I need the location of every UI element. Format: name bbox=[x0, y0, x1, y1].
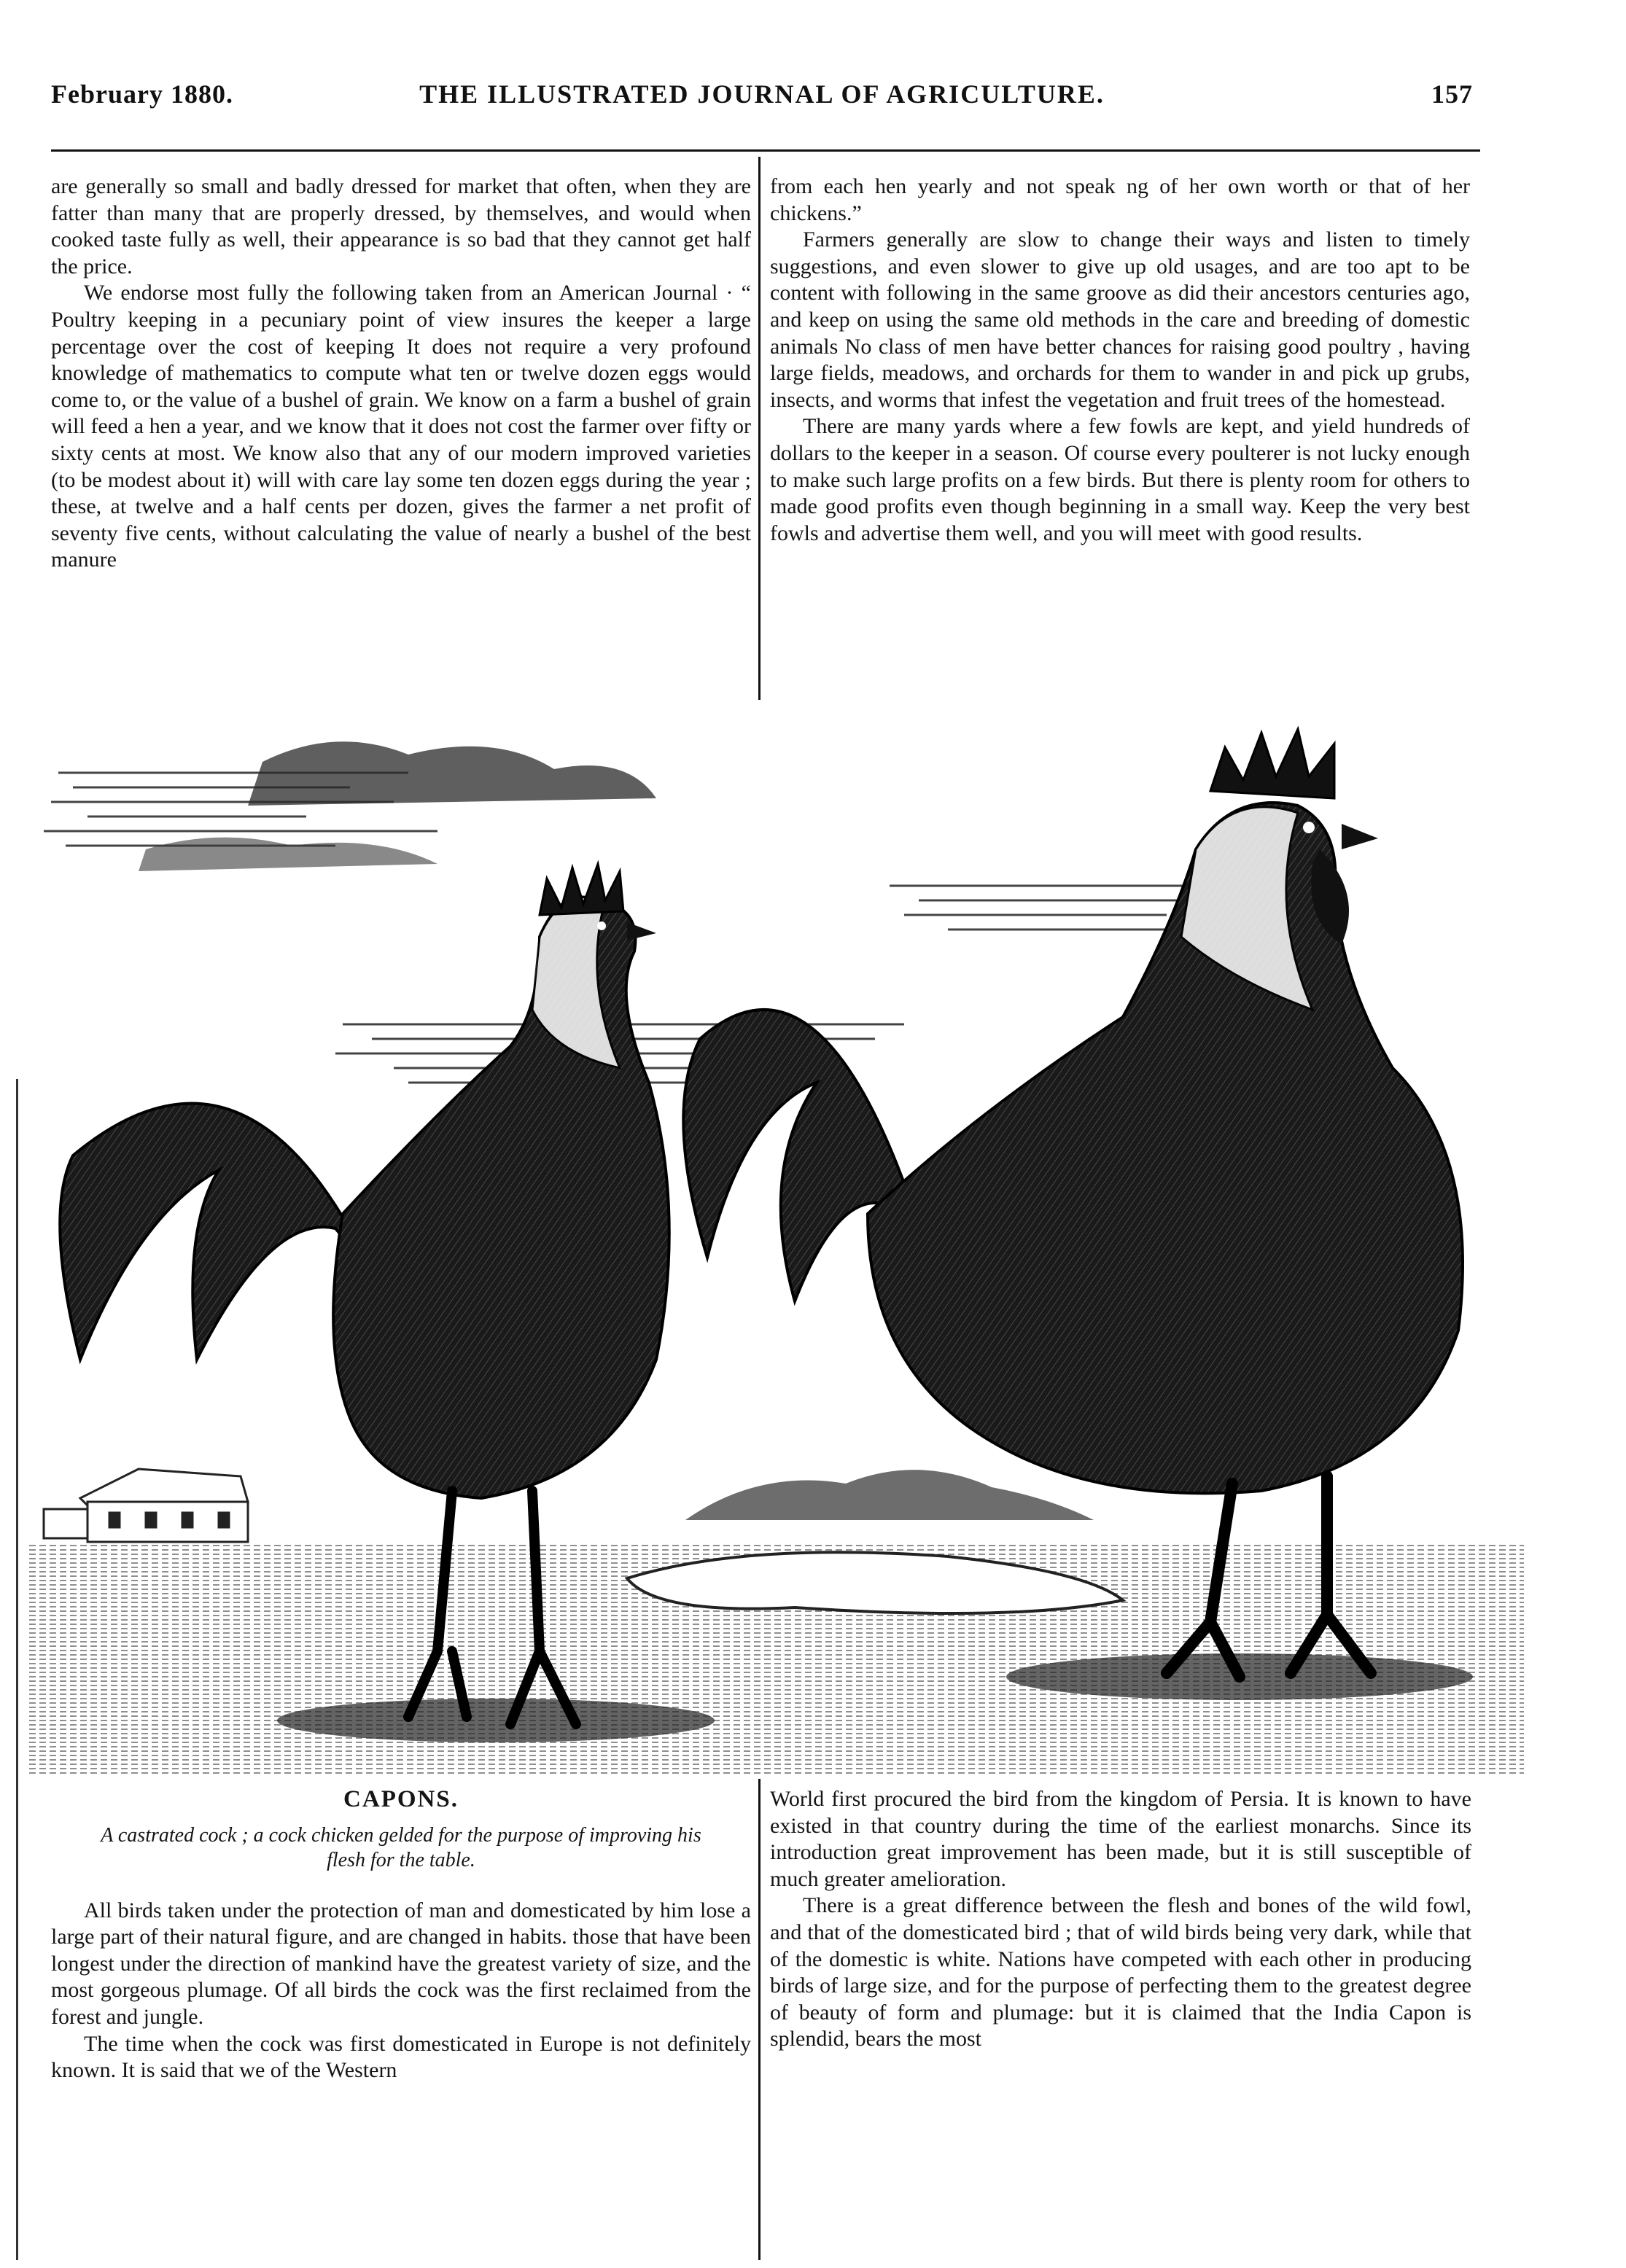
top-right-column bbox=[770, 174, 1470, 547]
cloud bbox=[139, 838, 437, 871]
article-right-column bbox=[770, 1786, 1471, 2053]
eye bbox=[1303, 822, 1315, 833]
header-rule bbox=[51, 149, 1480, 152]
article-subtitle: A castrated cock ; a cock chicken gelded for the purpose of improving his flesh for the table. bbox=[101, 1823, 701, 1871]
paragraph: World first procured the bird from the kingdom of Persia. It is known to have existed in that country during the time of the earliest monarchs. Since its introduction great improvement has been made, but it is still susceptible of much greater amelioration. bbox=[770, 1787, 1471, 1891]
right-capon bbox=[683, 729, 1463, 1677]
farmhouse bbox=[44, 1469, 248, 1542]
hills bbox=[685, 1470, 1094, 1520]
comb bbox=[540, 864, 623, 915]
page-number: 157 bbox=[1431, 79, 1473, 109]
beak bbox=[1342, 824, 1378, 849]
paragraph: The time when the cock was first domesticated in Europe is not definitely known. It is said that we of the Western bbox=[51, 2031, 751, 2083]
comb bbox=[1210, 729, 1334, 798]
paragraph: There is a great difference between the flesh and bones of the wild fowl, and that of the domesticated bird ; that of wild birds being very dark, while that of the domestic is white. Nations have competed with each other in producing birds of large size, and for the purpose of perfecting them to the greatest degree of beauty of form and plumage: but it is claimed that the India Capon is splendid, bears the most bbox=[770, 1893, 1471, 2051]
tail bbox=[60, 1104, 372, 1360]
running-header bbox=[51, 79, 1473, 122]
capons-engraving bbox=[29, 704, 1524, 1775]
eye bbox=[597, 921, 606, 930]
column-divider-bottom bbox=[758, 1779, 761, 2260]
paragraph: are generally so small and badly dressed for market that often, when they are fatter than many that are properly dressed, by themselves, and would when cooked taste fully as well, their appearance is so bad that they cannot get half the price. bbox=[51, 174, 751, 278]
paragraph: from each hen yearly and not speak ng of her own worth or that of her chickens.” bbox=[770, 174, 1470, 225]
margin-rule bbox=[16, 1079, 18, 2260]
header-date: February 1880. bbox=[51, 79, 233, 109]
paragraph: There are many yards where a few fowls are kept, and yield hundreds of dollars to the keeper in a season. Of course every poulterer is not lucky enough to make such large profits on a few birds. But there is plenty room for others to made good profits even though beginning in a small way. Keep the very best fowls and advertise them well, and you will meet with good results. bbox=[770, 414, 1470, 545]
paragraph: We endorse most fully the following taken from an American Journal · “ Poultry keeping in a pecuniary point of view insures the keeper a large percentage over the cost of keeping It does not require a very profound knowledge of mathematics to compute what ten or twelve dozen eggs would come to, or the value of a bushel of grain. We know on a farm a bushel of grain will feed a hen a year, and we know that it does not cost the farmer over fifty or sixty cents at most. We know also that any of our modern improved varieties (to be modest about it) will with care lay some ten dozen eggs during the year ; these, at twelve and a half cents per dozen, gives the farmer a net profit of seventy five cents, without calculating the value of nearly a bushel of the best manure bbox=[51, 281, 751, 572]
article-title: CAPONS. bbox=[343, 1786, 459, 1812]
body bbox=[868, 803, 1463, 1493]
body bbox=[333, 897, 669, 1498]
article-left-column bbox=[51, 1786, 751, 2084]
paragraph: Farmers generally are slow to change their ways and listen to timely suggestions, and even slower to give up old usages, and are too apt to be content with following in the same groove as did their ancestors centuries ago, and keep on using the same old methods in the care and breeding of domestic animals No class of men have better chances for raising good poultry , having large fields, meadows, and orchards for them to wander in and pick up grubs, insects, and worms that infest the vegetation and fruit trees of the homestead. bbox=[770, 227, 1470, 412]
cloud bbox=[248, 741, 656, 806]
column-divider-top bbox=[758, 157, 761, 700]
ground-shadow bbox=[277, 1699, 715, 1742]
beak bbox=[627, 922, 656, 940]
top-left-column bbox=[51, 174, 751, 574]
journal-title: THE ILLUSTRATED JOURNAL OF AGRICULTURE. bbox=[419, 79, 1105, 109]
paragraph: All birds taken under the protection of man and domesticated by him lose a large part of their natural figure, and are changed in habits. those that have been longest under the direction of mankind have the greatest variety of size, and the most gorgeous plumage. Of all birds the cock was the first reclaimed from the forest and jungle. bbox=[51, 1898, 751, 2029]
